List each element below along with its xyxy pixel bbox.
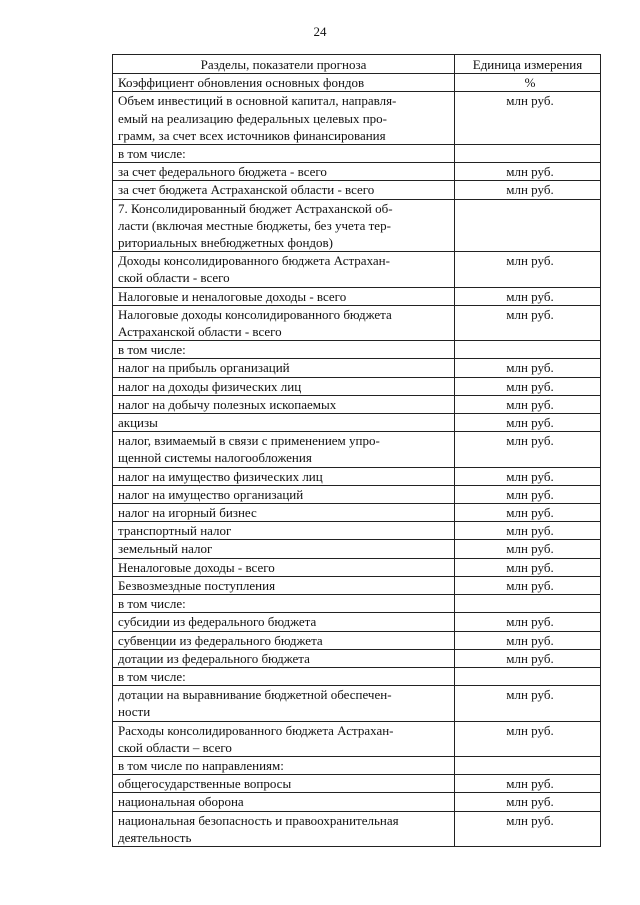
row-unit: млн руб. xyxy=(455,395,601,413)
table-row xyxy=(113,686,601,721)
row-unit xyxy=(455,145,601,163)
row-label: в том числе: xyxy=(113,667,455,685)
header-sections: Разделы, показатели прогноза xyxy=(113,55,455,74)
row-label: Объем инвестиций в основной капитал, направля- емый на реализацию федеральных целевых про- грамм, за счет всех источников финансирования xyxy=(113,92,455,145)
row-label: за счет федерального бюджета - всего xyxy=(113,163,455,181)
table-row xyxy=(113,811,601,846)
row-unit xyxy=(455,756,601,774)
row-unit xyxy=(455,667,601,685)
row-unit: млн руб. xyxy=(455,432,601,467)
table-row xyxy=(113,793,601,811)
row-unit: млн руб. xyxy=(455,181,601,199)
row-unit: млн руб. xyxy=(455,252,601,287)
table-row xyxy=(113,667,601,685)
row-unit: млн руб. xyxy=(455,721,601,756)
row-label: в том числе по направлениям: xyxy=(113,756,455,774)
table-row xyxy=(113,414,601,432)
table-row xyxy=(113,485,601,503)
row-label: транспортный налог xyxy=(113,522,455,540)
row-label: налог на игорный бизнес xyxy=(113,504,455,522)
row-label: в том числе: xyxy=(113,145,455,163)
row-unit: млн руб. xyxy=(455,359,601,377)
table-row xyxy=(113,252,601,287)
row-label: Коэффициент обновления основных фондов xyxy=(113,74,455,92)
row-label: налог на имущество организаций xyxy=(113,485,455,503)
row-label: налог, взимаемый в связи с применением упро- щенной системы налогообложения xyxy=(113,432,455,467)
table-row xyxy=(113,92,601,145)
row-label: 7. Консолидированный бюджет Астраханской об- ласти (включая местные бюджеты, без учета тер- риториальных внебюджетных фондов) xyxy=(113,199,455,252)
row-unit: млн руб. xyxy=(455,522,601,540)
row-label: налог на имущество физических лиц xyxy=(113,467,455,485)
row-label: Неналоговые доходы - всего xyxy=(113,558,455,576)
table-row xyxy=(113,395,601,413)
table-row xyxy=(113,613,601,631)
row-label: акцизы xyxy=(113,414,455,432)
row-label: за счет бюджета Астраханской области - всего xyxy=(113,181,455,199)
table-row xyxy=(113,631,601,649)
row-unit: млн руб. xyxy=(455,163,601,181)
table-row xyxy=(113,756,601,774)
table-row xyxy=(113,558,601,576)
row-label: Налоговые и неналоговые доходы - всего xyxy=(113,287,455,305)
table-row xyxy=(113,377,601,395)
row-label: Расходы консолидированного бюджета Астрахан- ской области – всего xyxy=(113,721,455,756)
row-unit: млн руб. xyxy=(455,414,601,432)
row-label: дотации на выравнивание бюджетной обеспечен- ности xyxy=(113,686,455,721)
row-unit: млн руб. xyxy=(455,485,601,503)
row-unit: млн руб. xyxy=(455,504,601,522)
row-unit: млн руб. xyxy=(455,811,601,846)
row-unit: млн руб. xyxy=(455,92,601,145)
table-row xyxy=(113,359,601,377)
table-row xyxy=(113,341,601,359)
page-number: 24 xyxy=(313,24,327,39)
row-label: дотации из федерального бюджета xyxy=(113,649,455,667)
table-row xyxy=(113,74,601,92)
table-row xyxy=(113,649,601,667)
row-unit xyxy=(455,341,601,359)
row-unit: млн руб. xyxy=(455,576,601,594)
table-row xyxy=(113,287,601,305)
table-row xyxy=(113,163,601,181)
table-row xyxy=(113,721,601,756)
row-label: Налоговые доходы консолидированного бюджета Астраханской области - всего xyxy=(113,305,455,340)
row-label: национальная оборона xyxy=(113,793,455,811)
row-unit: млн руб. xyxy=(455,377,601,395)
row-label: в том числе: xyxy=(113,595,455,613)
table-row xyxy=(113,199,601,252)
table-row xyxy=(113,432,601,467)
forecast-table xyxy=(112,54,601,847)
table-row xyxy=(113,540,601,558)
row-label: земельный налог xyxy=(113,540,455,558)
table-body xyxy=(113,74,601,847)
row-unit: млн руб. xyxy=(455,613,601,631)
table-row xyxy=(113,576,601,594)
row-label: в том числе: xyxy=(113,341,455,359)
row-label: субвенции из федерального бюджета xyxy=(113,631,455,649)
row-unit: млн руб. xyxy=(455,631,601,649)
row-unit: млн руб. xyxy=(455,467,601,485)
row-label: Доходы консолидированного бюджета Астрахан- ской области - всего xyxy=(113,252,455,287)
table-row xyxy=(113,145,601,163)
row-unit: млн руб. xyxy=(455,686,601,721)
row-label: Безвозмездные поступления xyxy=(113,576,455,594)
row-label: национальная безопасность и правоохранительная деятельность xyxy=(113,811,455,846)
row-unit: млн руб. xyxy=(455,558,601,576)
table-row xyxy=(113,305,601,340)
row-unit: млн руб. xyxy=(455,649,601,667)
table-row xyxy=(113,595,601,613)
row-unit: млн руб. xyxy=(455,287,601,305)
row-unit: млн руб. xyxy=(455,540,601,558)
table-row xyxy=(113,775,601,793)
row-unit: % xyxy=(455,74,601,92)
row-unit xyxy=(455,199,601,252)
header-unit: Единица измерения xyxy=(455,55,601,74)
row-unit: млн руб. xyxy=(455,775,601,793)
table-row xyxy=(113,181,601,199)
table-header-row xyxy=(113,55,601,74)
row-label: налог на доходы физических лиц xyxy=(113,377,455,395)
table-row xyxy=(113,522,601,540)
table-row xyxy=(113,467,601,485)
row-unit: млн руб. xyxy=(455,793,601,811)
row-unit: млн руб. xyxy=(455,305,601,340)
row-label: субсидии из федерального бюджета xyxy=(113,613,455,631)
row-label: налог на добычу полезных ископаемых xyxy=(113,395,455,413)
row-label: налог на прибыль организаций xyxy=(113,359,455,377)
row-label: общегосударственные вопросы xyxy=(113,775,455,793)
table-row xyxy=(113,504,601,522)
row-unit xyxy=(455,595,601,613)
